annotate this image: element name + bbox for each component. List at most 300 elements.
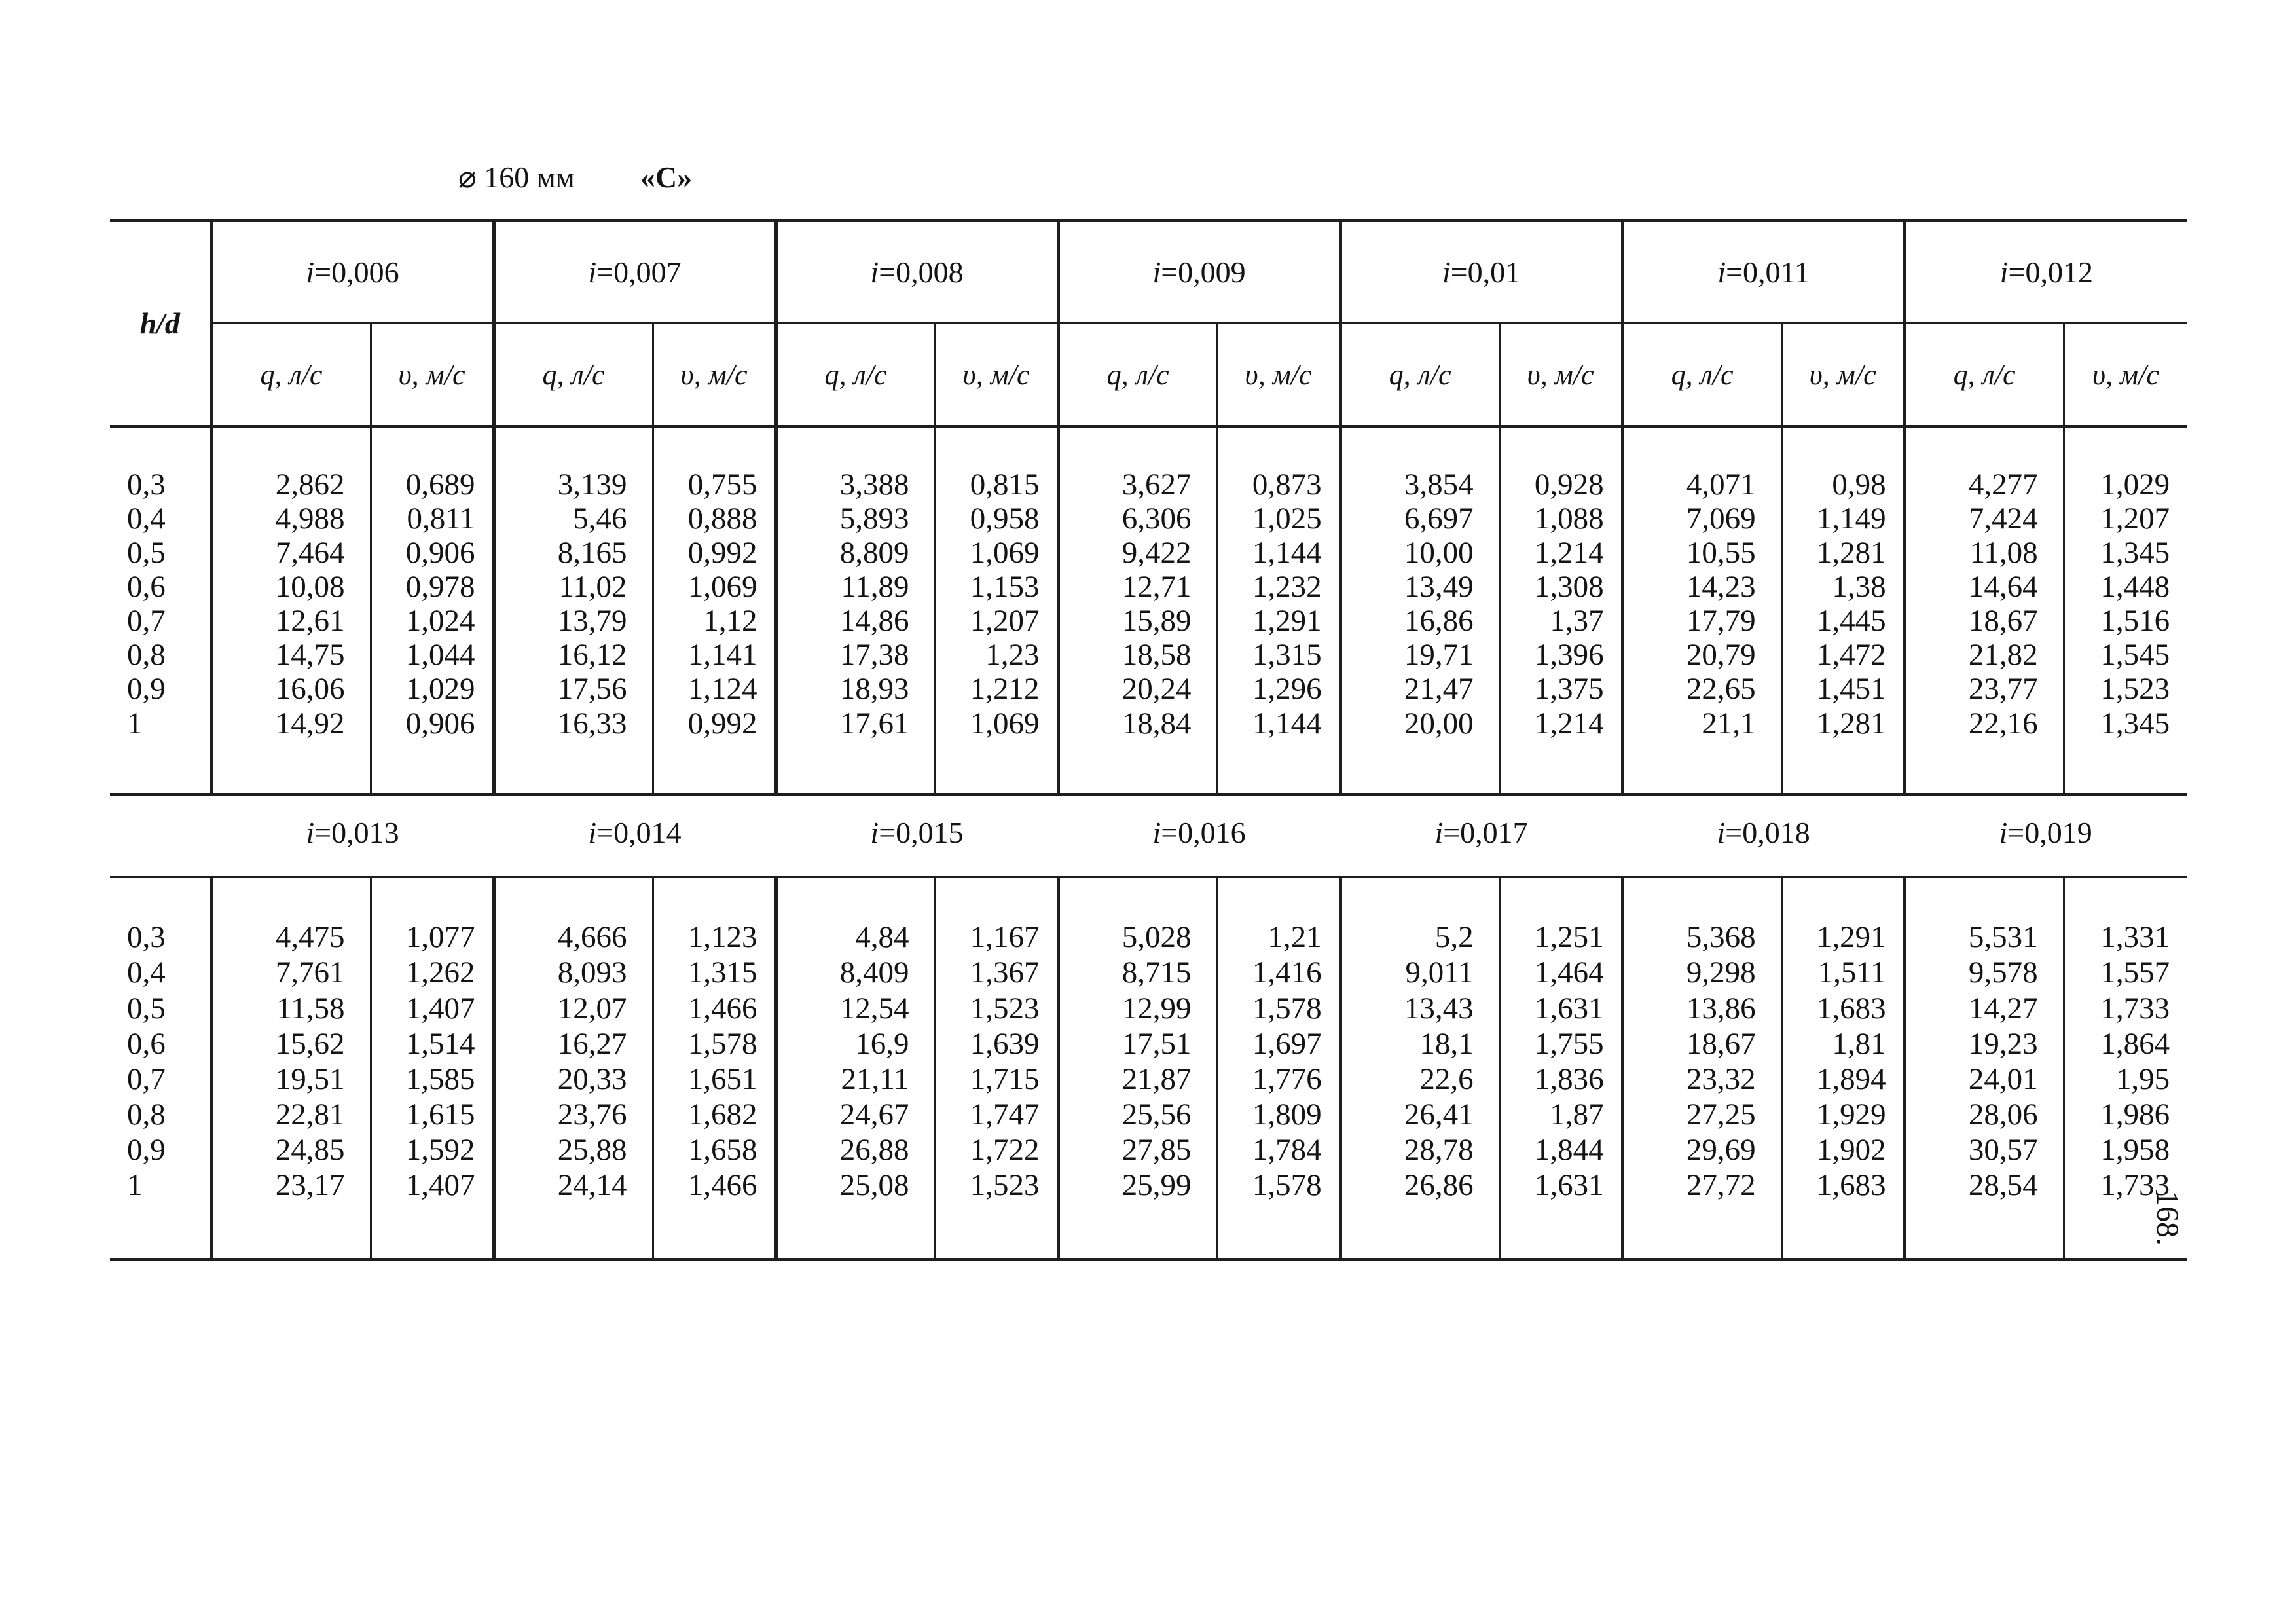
flow-rate-header: q, л/с	[1058, 323, 1217, 426]
flow-rate-cell: 4,988	[211, 502, 371, 536]
slope-label	[1717, 816, 1810, 849]
spacer-cell	[935, 741, 1058, 794]
slope-symbol: i	[1152, 255, 1161, 289]
flow-rate-cell: 24,67	[776, 1097, 935, 1132]
flow-rate-header: q, л/с	[1622, 323, 1781, 426]
flow-rate-cell: 13,49	[1340, 570, 1499, 604]
slope-value: =0,016	[1161, 815, 1246, 849]
lower-slope-header-row	[110, 789, 2187, 877]
flow-rate-cell: 22,81	[211, 1097, 371, 1132]
flow-rate-cell: 23,76	[494, 1097, 653, 1132]
velocity-cell: 1,95	[2064, 1061, 2187, 1097]
velocity-cell: 1,281	[1781, 707, 1904, 741]
velocity-cell: 1,578	[1217, 991, 1340, 1026]
spacer-cell	[110, 741, 211, 794]
velocity-cell: 1,21	[1217, 920, 1340, 955]
flow-rate-cell: 13,86	[1622, 991, 1781, 1026]
slope-value: =0,01	[1450, 255, 1521, 289]
spacer-cell	[110, 1204, 211, 1259]
table-row	[110, 1026, 2187, 1061]
velocity-cell: 1,733	[2064, 991, 2187, 1026]
slope-label	[1442, 255, 1520, 289]
spacer-cell	[1058, 1204, 1217, 1259]
slope-symbol: i	[588, 815, 597, 849]
velocity-cell: 1,733	[2064, 1168, 2187, 1204]
spacer-cell	[371, 877, 494, 919]
velocity-cell: 1,87	[1499, 1097, 1622, 1132]
spacer-cell	[110, 877, 211, 919]
velocity-cell: 1,631	[1499, 1168, 1622, 1204]
flow-rate-cell: 6,697	[1340, 502, 1499, 536]
flow-rate-cell: 24,14	[494, 1168, 653, 1204]
velocity-cell: 1,516	[2064, 604, 2187, 638]
hd-value: 0,7	[127, 1061, 166, 1096]
velocity-cell: 0,811	[371, 502, 494, 536]
velocity-cell: 1,025	[1217, 502, 1340, 536]
flow-rate-cell: 21,47	[1340, 673, 1499, 707]
velocity-cell: 1,345	[2064, 536, 2187, 570]
velocity-cell: 1,451	[1781, 673, 1904, 707]
flow-rate-cell: 17,51	[1058, 1026, 1217, 1061]
flow-rate-header: q, л/с	[494, 323, 653, 426]
velocity-header: υ, м/с	[1217, 323, 1340, 426]
velocity-cell: 1,212	[935, 673, 1058, 707]
flow-rate-cell: 22,65	[1622, 673, 1781, 707]
velocity-cell: 1,445	[1781, 604, 1904, 638]
flow-rate-cell: 17,79	[1622, 604, 1781, 638]
spacer-cell	[1622, 1204, 1781, 1259]
velocity-cell: 1,578	[1217, 1168, 1340, 1204]
lower-hd-spacer	[110, 789, 211, 877]
flow-rate-cell: 7,069	[1622, 502, 1781, 536]
spacer-cell	[776, 877, 935, 919]
velocity-header: υ, м/с	[653, 323, 776, 426]
flow-rate-cell: 13,79	[494, 604, 653, 638]
flow-rate-cell: 16,27	[494, 1026, 653, 1061]
velocity-cell: 1,069	[935, 536, 1058, 570]
flow-rate-cell: 3,854	[1340, 468, 1499, 502]
flow-rate-cell: 16,33	[494, 707, 653, 741]
slope-value: =0,014	[596, 815, 682, 849]
velocity-cell: 0,888	[653, 502, 776, 536]
table-row	[110, 468, 2187, 502]
flow-rate-cell: 16,12	[494, 638, 653, 673]
flow-rate-cell: 23,77	[1904, 673, 2064, 707]
table-row	[110, 1168, 2187, 1204]
upper-slope-header	[211, 221, 494, 323]
hd-value: 0,8	[127, 1098, 166, 1132]
flow-rate-cell: 28,06	[1904, 1097, 2064, 1132]
table-row	[110, 707, 2187, 741]
velocity-cell: 1,929	[1781, 1097, 1904, 1132]
velocity-cell: 0,906	[371, 536, 494, 570]
upper-slope-header	[1340, 221, 1622, 323]
flow-rate-cell: 5,46	[494, 502, 653, 536]
velocity-cell: 1,207	[2064, 502, 2187, 536]
flow-rate-cell: 18,93	[776, 673, 935, 707]
spacer-cell	[653, 877, 776, 919]
upper-slope-header	[1058, 221, 1340, 323]
spacer-cell	[1904, 426, 2064, 468]
flow-rate-header: q, л/с	[776, 323, 935, 426]
flow-rate-header: q, л/с	[211, 323, 371, 426]
spacer-cell	[1058, 426, 1217, 468]
slope-label	[1717, 255, 1810, 289]
flow-rate-cell: 28,54	[1904, 1168, 2064, 1204]
velocity-cell: 1,167	[935, 920, 1058, 955]
spacer-cell	[2064, 426, 2187, 468]
velocity-cell: 1,651	[653, 1061, 776, 1097]
flow-rate-cell: 18,58	[1058, 638, 1217, 673]
quantity-header-row	[110, 323, 2187, 426]
flow-rate-cell: 9,578	[1904, 955, 2064, 991]
table-row	[110, 955, 2187, 991]
flow-rate-cell: 27,25	[1622, 1097, 1781, 1132]
slope-value: =0,008	[879, 255, 964, 289]
slope-value: =0,006	[314, 255, 399, 289]
velocity-cell: 1,578	[653, 1026, 776, 1061]
velocity-cell: 1,144	[1217, 536, 1340, 570]
flow-rate-cell: 26,86	[1340, 1168, 1499, 1204]
velocity-cell: 1,958	[2064, 1133, 2187, 1168]
velocity-cell: 0,958	[935, 502, 1058, 536]
flow-rate-cell: 21,11	[776, 1061, 935, 1097]
spacer-cell	[1781, 741, 1904, 794]
flow-rate-cell: 8,409	[776, 955, 935, 991]
velocity-cell: 1,407	[371, 1168, 494, 1204]
flow-rate-cell: 30,57	[1904, 1133, 2064, 1168]
hd-value: 0,4	[127, 502, 166, 536]
velocity-cell: 1,024	[371, 604, 494, 638]
flow-rate-header: q, л/с	[1904, 323, 2064, 426]
slope-symbol: i	[588, 255, 597, 289]
velocity-cell: 1,511	[1781, 955, 1904, 991]
velocity-cell: 1,784	[1217, 1133, 1340, 1168]
slope-label	[2000, 255, 2093, 289]
velocity-cell: 1,23	[935, 638, 1058, 673]
velocity-cell: 1,214	[1499, 536, 1622, 570]
velocity-header: υ, м/с	[2064, 323, 2187, 426]
spacer-cell	[211, 426, 371, 468]
flow-rate-cell: 21,87	[1058, 1061, 1217, 1097]
velocity-cell: 1,069	[935, 707, 1058, 741]
flow-rate-cell: 24,85	[211, 1133, 371, 1168]
velocity-cell: 0,906	[371, 707, 494, 741]
flow-rate-cell: 19,23	[1904, 1026, 2064, 1061]
flow-rate-cell: 26,88	[776, 1133, 935, 1168]
flow-rate-cell: 3,627	[1058, 468, 1217, 502]
flow-rate-cell: 4,071	[1622, 468, 1781, 502]
flow-rate-cell: 15,89	[1058, 604, 1217, 638]
velocity-cell: 1,472	[1781, 638, 1904, 673]
velocity-cell: 1,331	[2064, 920, 2187, 955]
spacer-cell	[2064, 877, 2187, 919]
velocity-cell: 0,992	[653, 536, 776, 570]
spacer-cell	[776, 741, 935, 794]
spacer-cell	[1217, 877, 1340, 919]
velocity-cell: 1,464	[1499, 955, 1622, 991]
table-row	[110, 570, 2187, 604]
spacer-cell	[1499, 877, 1622, 919]
velocity-header: υ, м/с	[935, 323, 1058, 426]
flow-rate-cell: 10,55	[1622, 536, 1781, 570]
velocity-cell: 0,978	[371, 570, 494, 604]
velocity-cell: 1,864	[2064, 1026, 2187, 1061]
slope-symbol: i	[306, 815, 315, 849]
velocity-cell: 1,029	[2064, 468, 2187, 502]
flow-rate-cell: 3,388	[776, 468, 935, 502]
table-row	[110, 638, 2187, 673]
slope-symbol: i	[1999, 255, 2009, 289]
spacer-cell	[1340, 741, 1499, 794]
velocity-cell: 1,747	[935, 1097, 1058, 1132]
spacer-cell	[1781, 426, 1904, 468]
velocity-cell: 1,296	[1217, 673, 1340, 707]
velocity-cell: 1,466	[653, 991, 776, 1026]
velocity-cell: 1,466	[653, 1168, 776, 1204]
page-number: 168.	[2150, 1190, 2185, 1246]
velocity-cell: 1,523	[935, 1168, 1058, 1204]
flow-rate-cell: 14,86	[776, 604, 935, 638]
velocity-cell: 0,928	[1499, 468, 1622, 502]
flow-rate-cell: 10,08	[211, 570, 371, 604]
velocity-cell: 1,149	[1781, 502, 1904, 536]
velocity-cell: 1,12	[653, 604, 776, 638]
spacer-cell	[1904, 877, 2064, 919]
spacer-cell	[1904, 1204, 2064, 1259]
slope-label	[306, 816, 399, 849]
slope-label	[870, 816, 963, 849]
velocity-cell: 1,407	[371, 991, 494, 1026]
hd-column-header: h/d	[139, 306, 180, 341]
velocity-cell: 0,873	[1217, 468, 1340, 502]
flow-rate-cell: 12,54	[776, 991, 935, 1026]
spacer-cell	[211, 877, 371, 919]
upper-slope-header	[1904, 221, 2187, 323]
spacer-cell	[1340, 426, 1499, 468]
velocity-cell: 1,448	[2064, 570, 2187, 604]
lower-hydraulic-table	[110, 789, 2187, 1261]
flow-rate-cell: 16,86	[1340, 604, 1499, 638]
flow-rate-cell: 17,61	[776, 707, 935, 741]
velocity-cell: 1,715	[935, 1061, 1058, 1097]
velocity-cell: 1,523	[935, 991, 1058, 1026]
spacer-cell	[935, 426, 1058, 468]
upper-slope-header	[494, 221, 776, 323]
slope-symbol: i	[306, 255, 315, 289]
velocity-cell: 1,38	[1781, 570, 1904, 604]
flow-rate-cell: 12,99	[1058, 991, 1217, 1026]
flow-rate-cell: 18,67	[1904, 604, 2064, 638]
hd-value: 1	[127, 1168, 143, 1203]
table-row	[110, 536, 2187, 570]
flow-rate-cell: 11,58	[211, 991, 371, 1026]
velocity-cell: 0,689	[371, 468, 494, 502]
slope-label	[1999, 816, 2092, 849]
hd-value: 0,9	[127, 1133, 166, 1168]
velocity-cell: 1,123	[653, 920, 776, 955]
flow-rate-header: q, л/с	[1340, 323, 1499, 426]
flow-rate-cell: 22,6	[1340, 1061, 1499, 1097]
lower-slope-header	[1904, 789, 2187, 877]
velocity-cell: 1,367	[935, 955, 1058, 991]
hd-value: 1	[127, 707, 143, 741]
velocity-cell: 1,396	[1499, 638, 1622, 673]
flow-rate-cell: 9,422	[1058, 536, 1217, 570]
velocity-cell: 1,836	[1499, 1061, 1622, 1097]
flow-rate-cell: 19,51	[211, 1061, 371, 1097]
slope-label	[1152, 255, 1245, 289]
flow-rate-cell: 25,99	[1058, 1168, 1217, 1204]
hd-value: 0,9	[127, 672, 166, 707]
slope-value: =0,018	[1725, 815, 1810, 849]
flow-rate-cell: 25,08	[776, 1168, 935, 1204]
flow-rate-cell: 14,75	[211, 638, 371, 673]
velocity-cell: 1,631	[1499, 991, 1622, 1026]
spacer-cell	[1217, 741, 1340, 794]
flow-rate-cell: 14,64	[1904, 570, 2064, 604]
hd-value: 0,5	[127, 536, 166, 570]
flow-rate-cell: 7,424	[1904, 502, 2064, 536]
slope-label	[306, 255, 399, 289]
table-series-mark: «С»	[640, 160, 693, 194]
velocity-cell: 1,291	[1217, 604, 1340, 638]
spacer-cell	[1340, 1204, 1499, 1259]
flow-rate-cell: 6,306	[1058, 502, 1217, 536]
velocity-cell: 1,902	[1781, 1133, 1904, 1168]
velocity-cell: 1,088	[1499, 502, 1622, 536]
flow-rate-cell: 29,69	[1622, 1133, 1781, 1168]
velocity-cell: 1,251	[1499, 920, 1622, 955]
flow-rate-cell: 28,78	[1340, 1133, 1499, 1168]
table-row	[110, 1061, 2187, 1097]
velocity-cell: 1,615	[371, 1097, 494, 1132]
flow-rate-cell: 5,2	[1340, 920, 1499, 955]
table-row	[110, 920, 2187, 955]
spacer-cell	[371, 741, 494, 794]
slope-label	[588, 255, 681, 289]
velocity-cell: 1,281	[1781, 536, 1904, 570]
spacer-cell	[1217, 1204, 1340, 1259]
spacer-cell	[1622, 426, 1781, 468]
spacer-cell	[494, 877, 653, 919]
hd-value: 0,7	[127, 604, 166, 638]
slope-value: =0,019	[2007, 815, 2092, 849]
lower-slope-header	[494, 789, 776, 877]
spacer-cell	[653, 426, 776, 468]
velocity-cell: 1,124	[653, 673, 776, 707]
spacer-cell	[935, 877, 1058, 919]
flow-rate-cell: 4,277	[1904, 468, 2064, 502]
velocity-cell: 1,077	[371, 920, 494, 955]
flow-rate-cell: 4,666	[494, 920, 653, 955]
flow-rate-cell: 14,23	[1622, 570, 1781, 604]
table-row	[110, 1097, 2187, 1132]
spacer-cell	[494, 426, 653, 468]
flow-rate-cell: 8,715	[1058, 955, 1217, 991]
flow-rate-cell: 25,56	[1058, 1097, 1217, 1132]
velocity-cell: 1,214	[1499, 707, 1622, 741]
flow-rate-cell: 21,82	[1904, 638, 2064, 673]
velocity-cell: 1,722	[935, 1133, 1058, 1168]
upper-slope-header	[1622, 221, 1904, 323]
velocity-cell: 1,894	[1781, 1061, 1904, 1097]
velocity-cell: 1,232	[1217, 570, 1340, 604]
flow-rate-cell: 22,16	[1904, 707, 2064, 741]
velocity-cell: 1,683	[1781, 991, 1904, 1026]
flow-rate-cell: 24,01	[1904, 1061, 2064, 1097]
flow-rate-cell: 5,893	[776, 502, 935, 536]
velocity-cell: 1,291	[1781, 920, 1904, 955]
slope-value: =0,017	[1443, 815, 1528, 849]
velocity-cell: 1,069	[653, 570, 776, 604]
lower-slope-header	[776, 789, 1058, 877]
table-bottom-row	[110, 1204, 2187, 1259]
velocity-cell: 1,585	[371, 1061, 494, 1097]
flow-rate-cell: 8,165	[494, 536, 653, 570]
lower-slope-header	[211, 789, 494, 877]
flow-rate-cell: 20,00	[1340, 707, 1499, 741]
spacer-cell	[494, 741, 653, 794]
velocity-cell: 1,658	[653, 1133, 776, 1168]
flow-rate-cell: 5,368	[1622, 920, 1781, 955]
slope-value: =0,012	[2008, 255, 2093, 289]
hd-value: 0,8	[127, 638, 166, 673]
flow-rate-cell: 13,43	[1340, 991, 1499, 1026]
slope-label	[1434, 816, 1527, 849]
spacer-cell	[653, 1204, 776, 1259]
velocity-cell: 1,844	[1499, 1133, 1622, 1168]
velocity-cell: 1,315	[653, 955, 776, 991]
slope-symbol: i	[1717, 815, 1726, 849]
flow-rate-cell: 27,85	[1058, 1133, 1217, 1168]
spacer-cell	[1499, 426, 1622, 468]
slope-value: =0,009	[1161, 255, 1246, 289]
flow-rate-cell: 16,9	[776, 1026, 935, 1061]
flow-rate-cell: 17,38	[776, 638, 935, 673]
slope-label	[1152, 816, 1245, 849]
spacer-cell	[653, 741, 776, 794]
flow-rate-cell: 2,862	[211, 468, 371, 502]
flow-rate-cell: 7,464	[211, 536, 371, 570]
spacer-cell	[211, 741, 371, 794]
velocity-header: υ, м/с	[1781, 323, 1904, 426]
velocity-cell: 1,81	[1781, 1026, 1904, 1061]
flow-rate-cell: 9,298	[1622, 955, 1781, 991]
velocity-cell: 1,153	[935, 570, 1058, 604]
flow-rate-cell: 20,24	[1058, 673, 1217, 707]
flow-rate-cell: 23,32	[1622, 1061, 1781, 1097]
spacer-cell	[371, 1204, 494, 1259]
spacer-cell	[1058, 877, 1217, 919]
spacer-cell	[1622, 741, 1781, 794]
velocity-cell: 1,639	[935, 1026, 1058, 1061]
flow-rate-cell: 12,61	[211, 604, 371, 638]
slope-header-row	[110, 221, 2187, 323]
flow-rate-cell: 5,531	[1904, 920, 2064, 955]
hd-value: 0,6	[127, 1026, 166, 1061]
flow-rate-cell: 18,1	[1340, 1026, 1499, 1061]
velocity-cell: 1,345	[2064, 707, 2187, 741]
hd-value: 0,3	[127, 468, 166, 502]
flow-rate-cell: 4,475	[211, 920, 371, 955]
slope-symbol: i	[1717, 255, 1726, 289]
velocity-cell: 1,144	[1217, 707, 1340, 741]
velocity-header: υ, м/с	[1499, 323, 1622, 426]
flow-rate-cell: 11,89	[776, 570, 935, 604]
upper-slope-header	[776, 221, 1058, 323]
flow-rate-cell: 19,71	[1340, 638, 1499, 673]
